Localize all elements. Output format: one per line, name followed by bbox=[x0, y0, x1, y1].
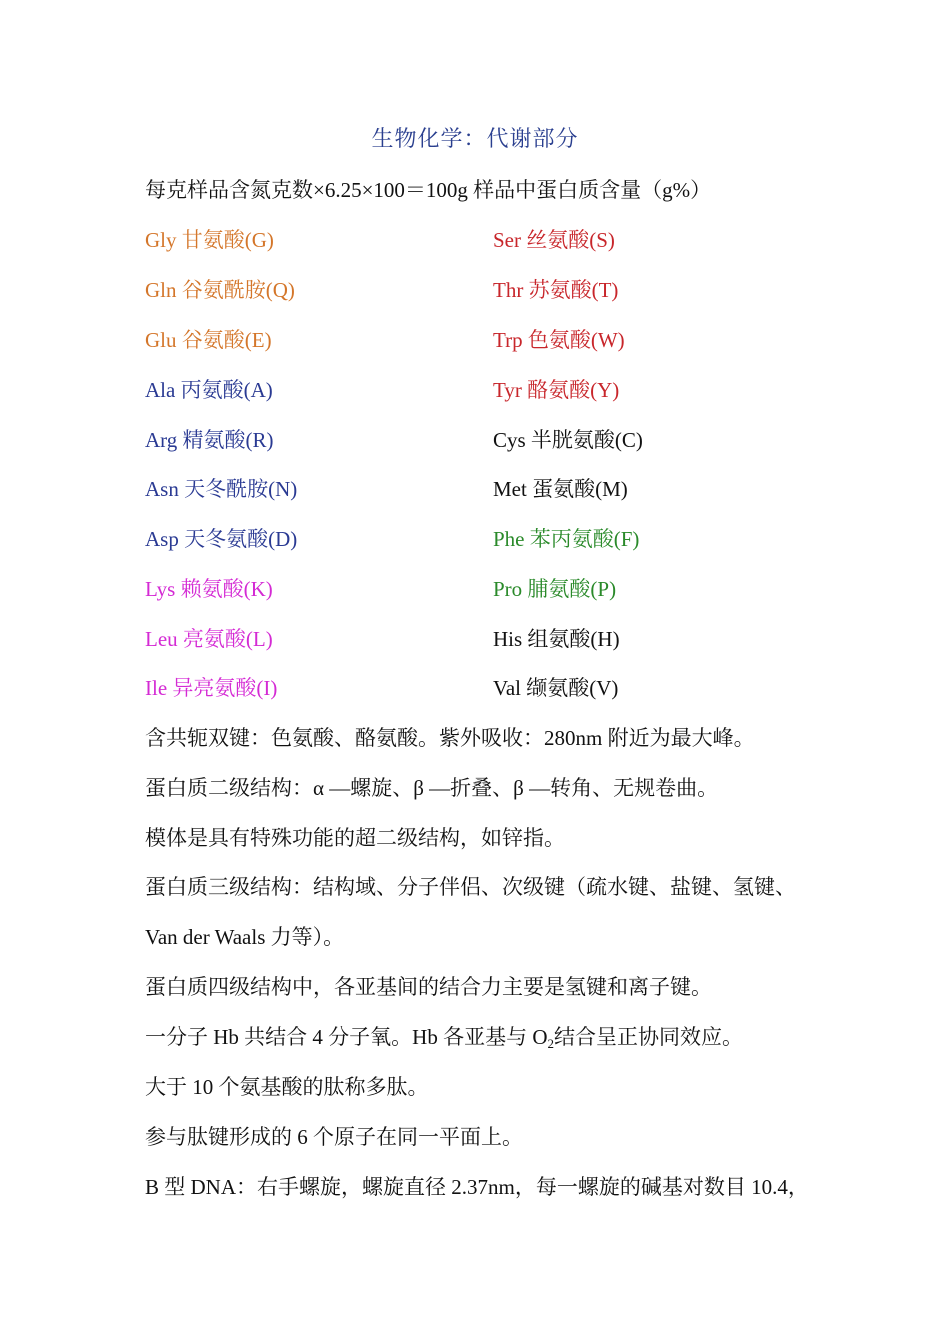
amino-acid-pro: Pro 脯氨酸(P) bbox=[493, 577, 617, 601]
note-hemoglobin-part1: 一分子 Hb 共结合 4 分子氧。Hb 各亚基与 O bbox=[145, 1025, 548, 1049]
note-b-dna: B 型 DNA：右手螺旋，螺旋直径 2.37nm，每一螺旋的碱基对数目 10.4， bbox=[145, 1175, 809, 1199]
amino-acid-met: Met 蛋氨酸(M) bbox=[493, 477, 628, 501]
amino-acid-leu: Leu 亮氨酸(L) bbox=[145, 627, 273, 651]
amino-acid-asn: Asn 天冬酰胺(N) bbox=[145, 477, 298, 501]
amino-acid-lys: Lys 赖氨酸(K) bbox=[145, 577, 273, 601]
amino-acid-trp: Trp 色氨酸(W) bbox=[493, 328, 625, 352]
amino-acid-cys: Cys 半胱氨酸(C) bbox=[493, 428, 643, 452]
note-hemoglobin bbox=[145, 1022, 743, 1052]
amino-acid-glu: Glu 谷氨酸(E) bbox=[145, 328, 272, 352]
note-motif: 模体是具有特殊功能的超二级结构，如锌指。 bbox=[145, 826, 565, 850]
note-polypeptide: 大于 10 个氨基酸的肽称多肽。 bbox=[145, 1075, 429, 1099]
note-hemoglobin-part2: 结合呈正协同效应。 bbox=[554, 1025, 743, 1049]
amino-acid-his: His 组氨酸(H) bbox=[493, 627, 620, 651]
amino-acid-tyr: Tyr 酪氨酸(Y) bbox=[493, 378, 620, 402]
amino-acid-arg: Arg 精氨酸(R) bbox=[145, 428, 274, 452]
amino-acid-phe: Phe 苯丙氨酸(F) bbox=[493, 527, 640, 551]
amino-acid-gly: Gly 甘氨酸(G) bbox=[145, 228, 274, 252]
amino-acid-gln: Gln 谷氨酰胺(Q) bbox=[145, 278, 295, 302]
amino-acid-asp: Asp 天冬氨酸(D) bbox=[145, 527, 298, 551]
amino-acid-ser: Ser 丝氨酸(S) bbox=[493, 228, 615, 252]
oxygen-subscript: 2 bbox=[547, 1036, 554, 1051]
note-tertiary-structure-1: 蛋白质三级结构：结构域、分子伴侣、次级键（疏水键、盐键、氢键、 bbox=[145, 875, 796, 899]
protein-formula: 每克样品含氮克数×6.25×100＝100g 样品中蛋白质含量（g%） bbox=[145, 178, 712, 202]
amino-acid-thr: Thr 苏氨酸(T) bbox=[493, 278, 619, 302]
note-peptide-plane: 参与肽键形成的 6 个原子在同一平面上。 bbox=[145, 1125, 523, 1149]
note-uv-absorption: 含共轭双键：色氨酸、酪氨酸。紫外吸收：280nm 附近为最大峰。 bbox=[145, 726, 755, 750]
amino-acid-ile: Ile 异亮氨酸(I) bbox=[145, 676, 278, 700]
amino-acid-ala: Ala 丙氨酸(A) bbox=[145, 378, 273, 402]
note-tertiary-structure-2: Van der Waals 力等）。 bbox=[145, 925, 345, 949]
amino-acid-val: Val 缬氨酸(V) bbox=[493, 676, 619, 700]
note-secondary-structure: 蛋白质二级结构：α —螺旋、β —折叠、β —转角、无规卷曲。 bbox=[145, 776, 719, 800]
note-quaternary-structure: 蛋白质四级结构中，各亚基间的结合力主要是氢键和离子键。 bbox=[145, 975, 712, 999]
page-title: 生物化学：代谢部分 bbox=[371, 126, 579, 151]
